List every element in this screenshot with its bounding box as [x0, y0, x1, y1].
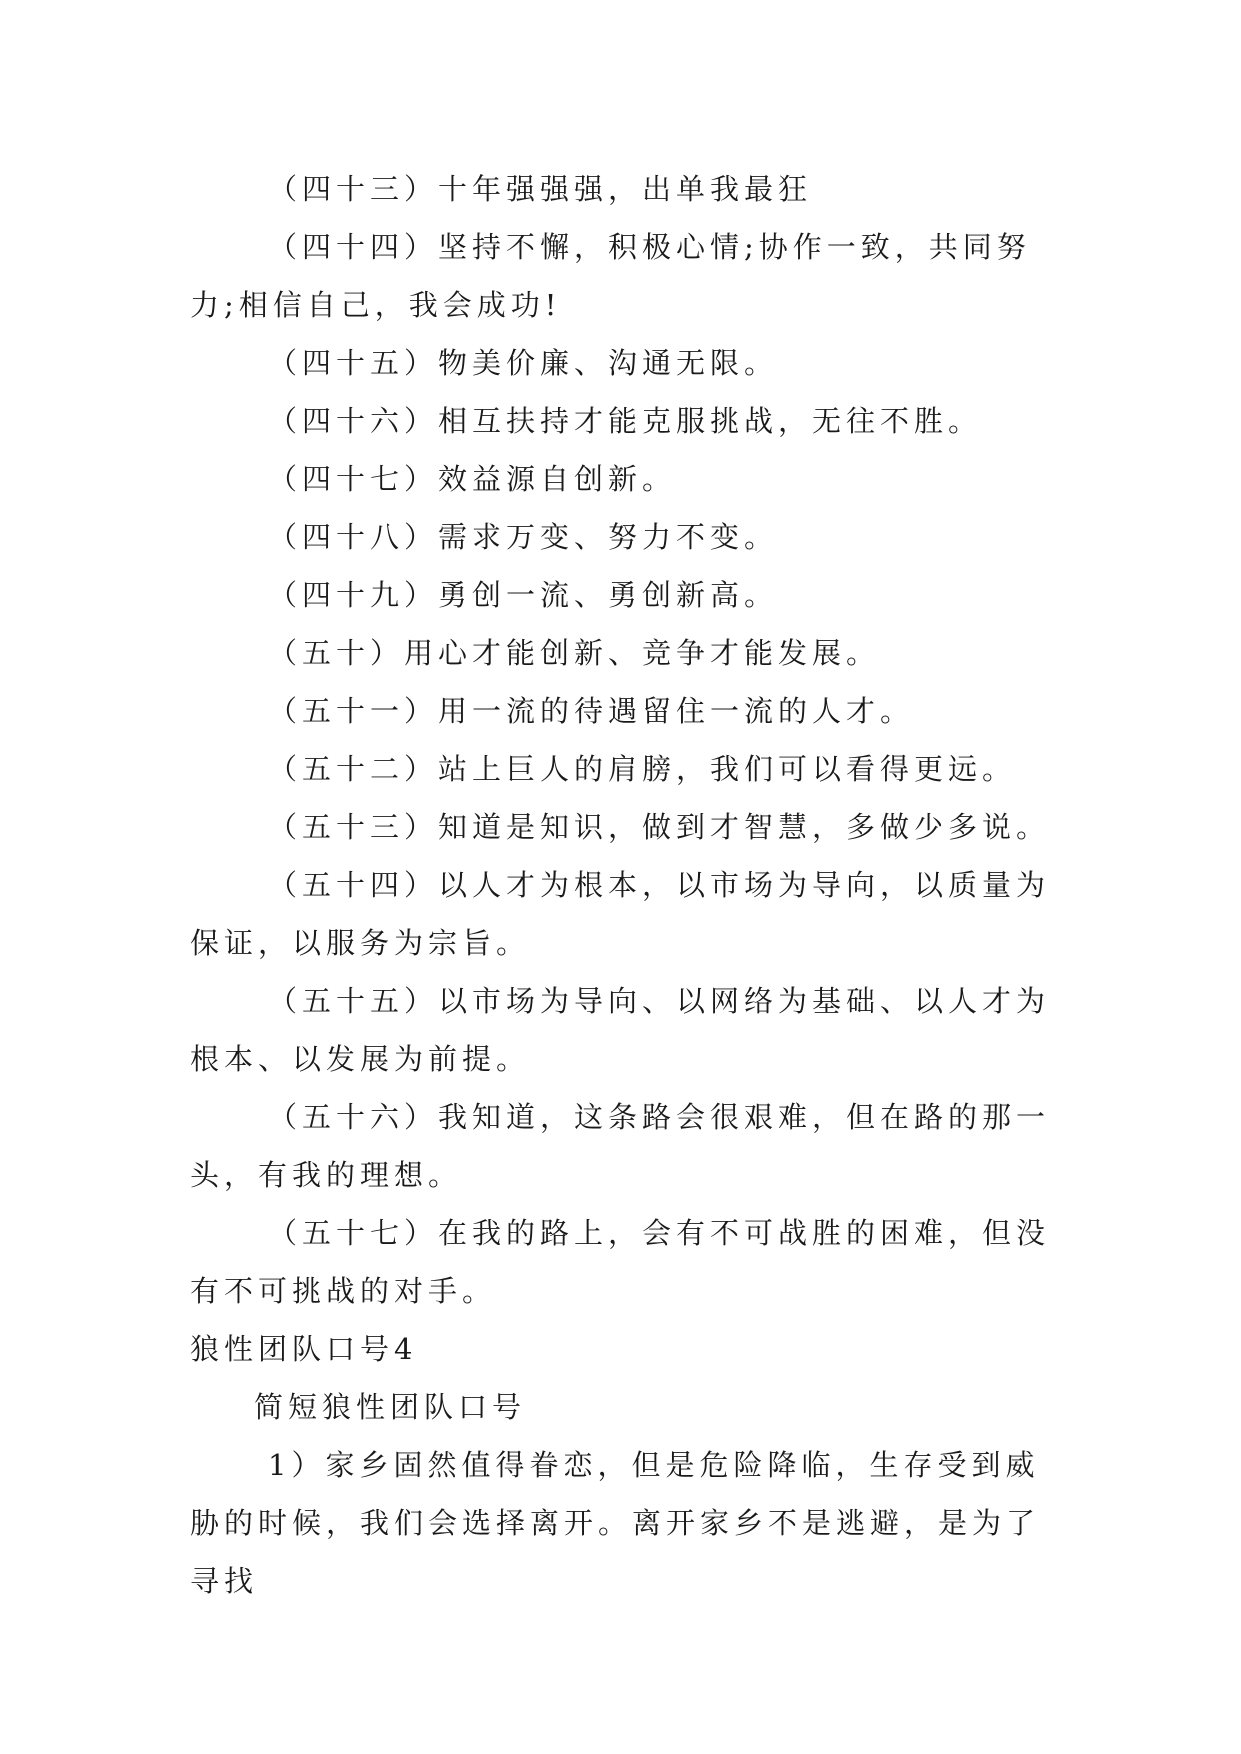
paragraph-56: （五十六）我知道，这条路会很艰难，但在路的那一头，有我的理想。 [190, 1100, 1051, 1192]
paragraph-51: （五十一）用一流的待遇留住一流的人才。 [268, 694, 915, 728]
paragraph-47: （四十七）效益源自创新。 [268, 462, 677, 496]
paragraph-45: （四十五）物美价廉、沟通无限。 [268, 346, 779, 380]
document-body [190, 160, 1060, 1610]
paragraph-55: （五十五）以市场为导向、以网络为基础、以人才为根本、以发展为前提。 [190, 984, 1051, 1076]
paragraph-53: （五十三）知道是知识，做到才智慧，多做少多说。 [268, 810, 1051, 844]
section-subtitle: 简短狼性团队口号 [254, 1390, 527, 1424]
paragraph-46: （四十六）相互扶持才能克服挑战，无往不胜。 [268, 404, 983, 438]
paragraph-44: （四十四）坚持不懈，积极心情;协作一致，共同努力;相信自己，我会成功! [190, 230, 1031, 322]
paragraph-slogan-1: 1）家乡固然值得眷恋，但是危险降临，生存受到威胁的时候，我们会选择离开。离开家乡不是逃避，是为了寻找 [190, 1448, 1041, 1598]
paragraph-50: （五十）用心才能创新、竞争才能发展。 [268, 636, 881, 670]
paragraph-43: （四十三）十年强强强，出单我最狂 [268, 172, 813, 206]
paragraph-57: （五十七）在我的路上，会有不可战胜的困难，但没有不可挑战的对手。 [190, 1216, 1051, 1308]
paragraph-49: （四十九）勇创一流、勇创新高。 [268, 578, 779, 612]
paragraph-52: （五十二）站上巨人的肩膀，我们可以看得更远。 [268, 752, 1017, 786]
section-title: 狼性团队口号4 [190, 1332, 418, 1366]
paragraph-48: （四十八）需求万变、努力不变。 [268, 520, 779, 554]
paragraph-54: （五十四）以人才为根本，以市场为导向，以质量为保证，以服务为宗旨。 [190, 868, 1051, 960]
